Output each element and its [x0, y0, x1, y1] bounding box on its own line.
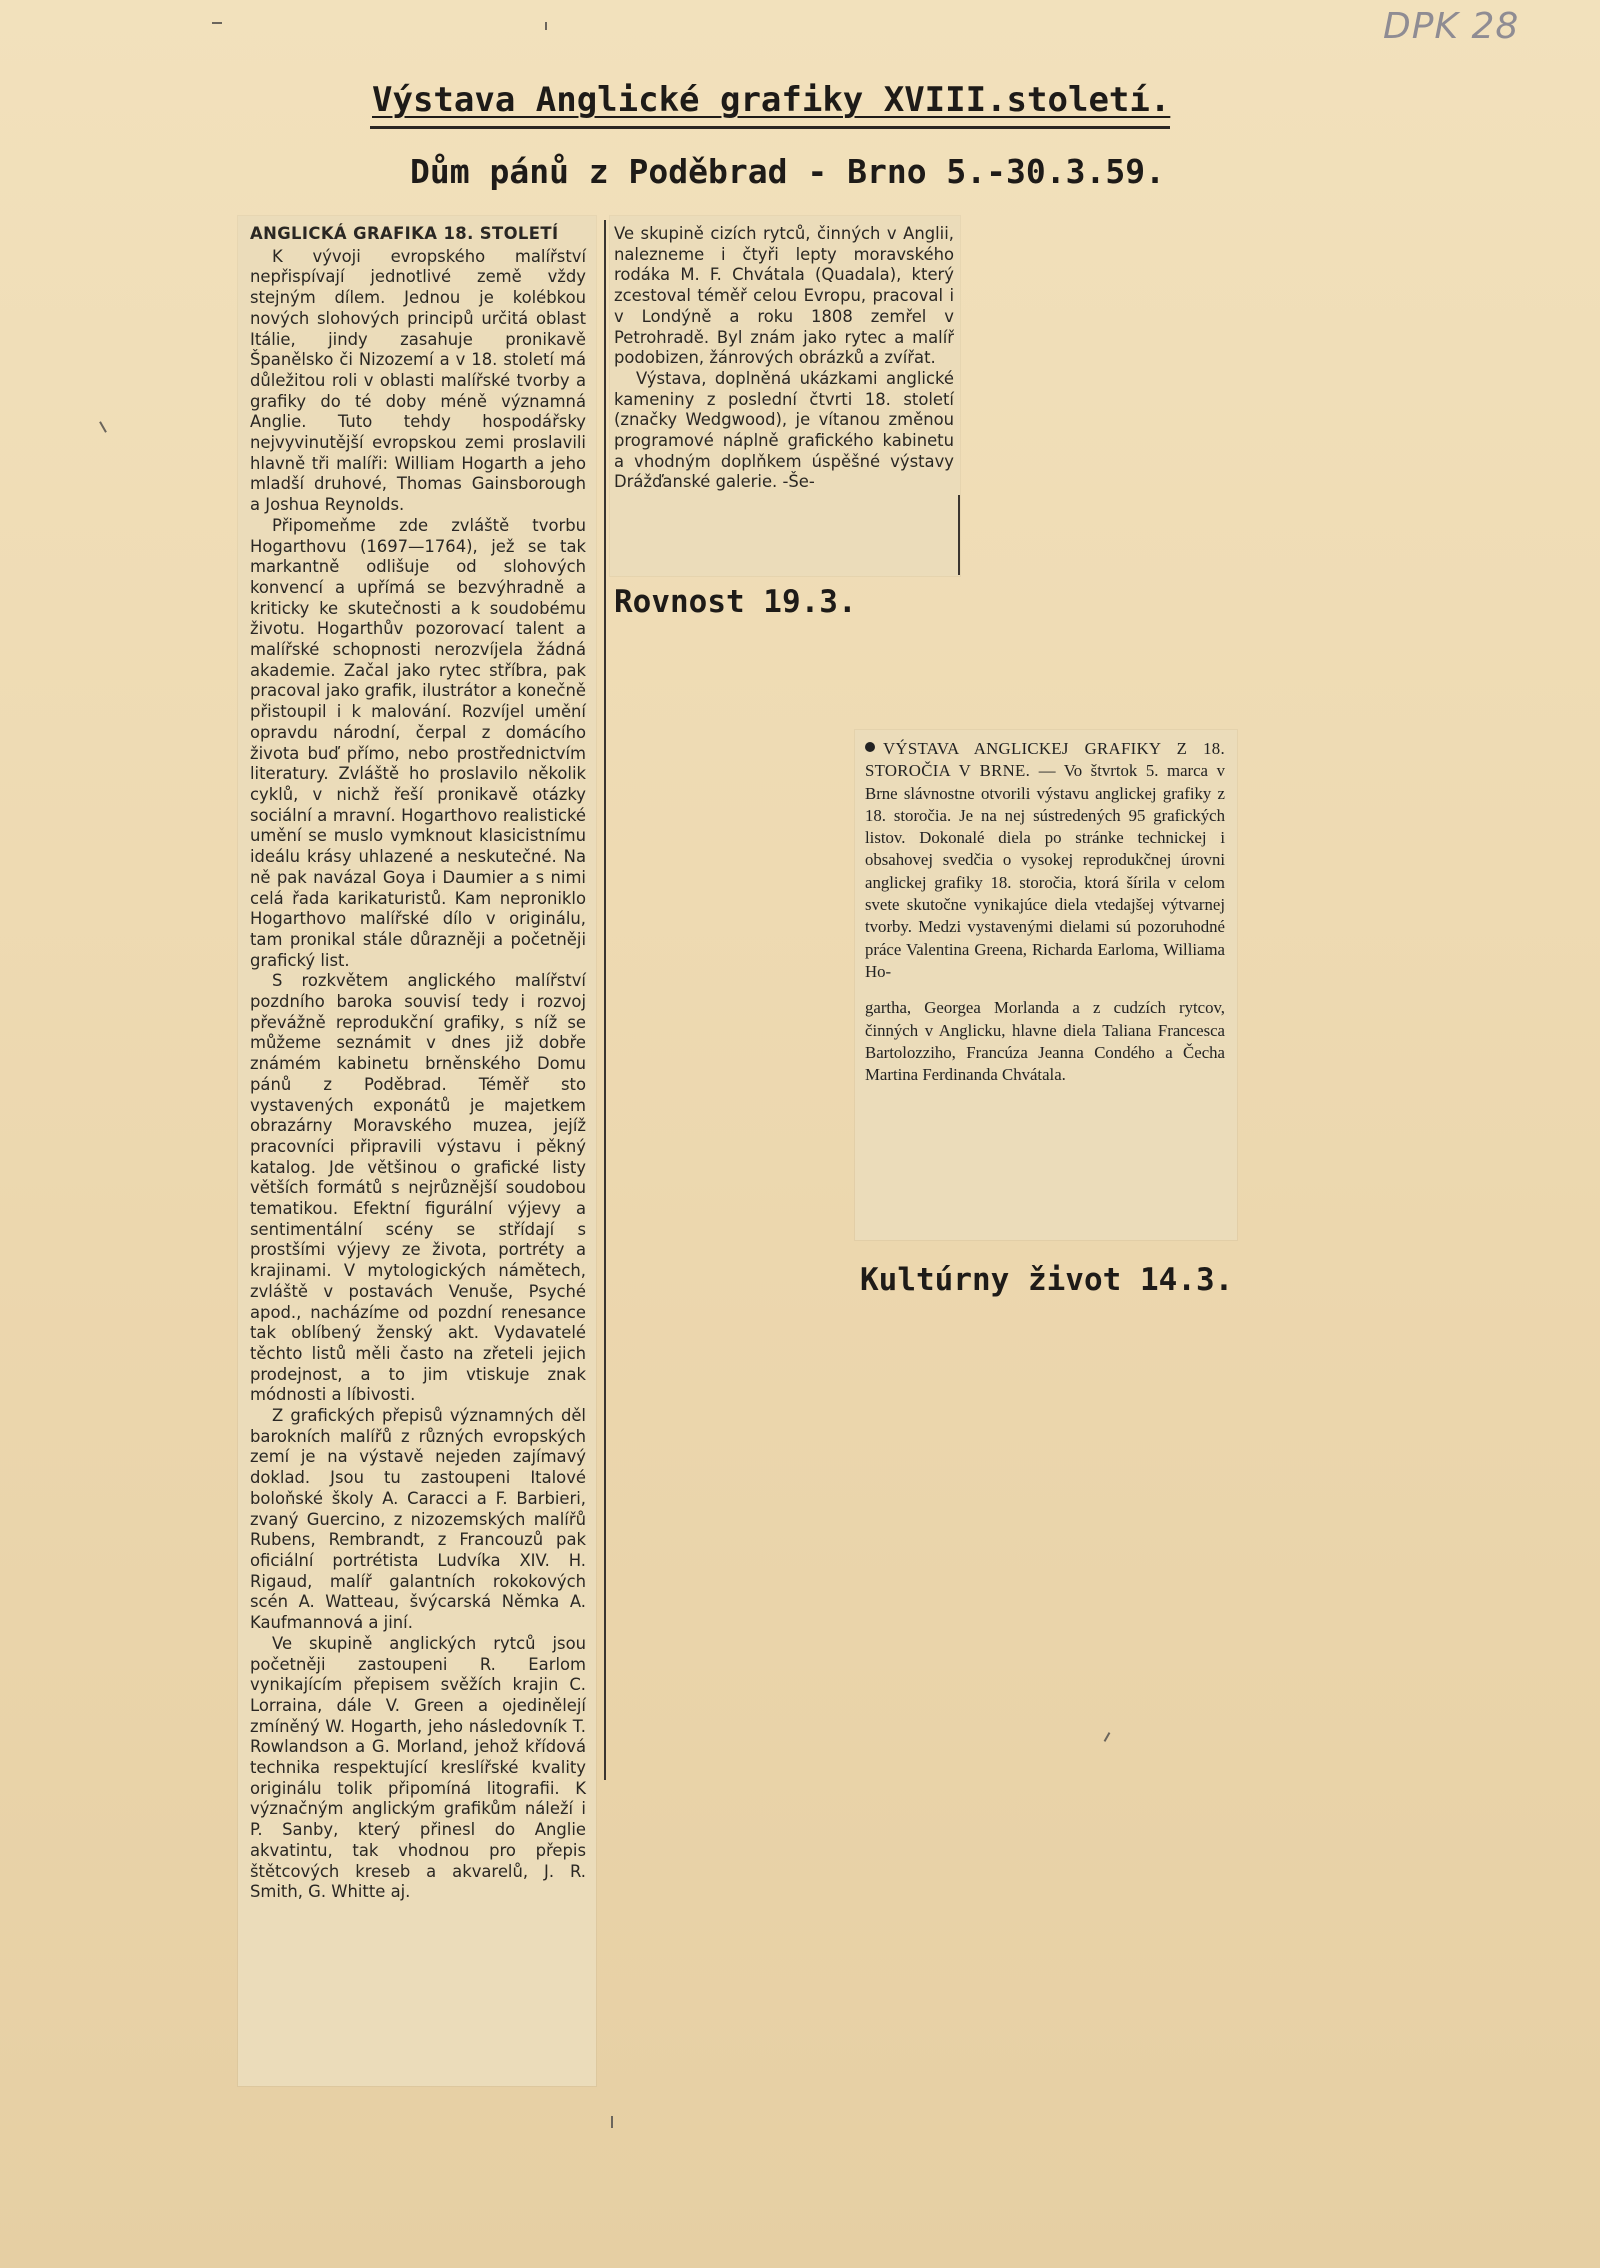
rovnost-paragraph: S rozkvětem anglického malířství pozdního baroka souvisí tedy i rozvoj převážně reprodukční grafiky, s níž se můžeme seznámit v dnes již dobře známém kabinetu brněnského Domu pánů z Poděbrad. Téměř sto vystavených exponátů je majetkem obrazárny Moravského muzea, jejíž pracovníci připravili výstavu i pěkný katalog. Jde většinou o grafické listy větších formátů s nejrůznější soudobou tematikou. Efektní figurální výjevy a sentimentální scény se střídají s prostšími výjevy ze života, portréty a krajinami. V mytologických námětech, zvláště v postavách Venuše, Psyché apod., nacházíme od pozdní renesance tak oblíbený ženský akt. Vydavatelé těchto listů měli často na zřeteli jejich prodejnost, a to jim vtiskuje znak módnosti a líbivosti.	[250, 971, 586, 1405]
bullet-icon	[865, 742, 875, 752]
kulturny-zivot-body-2: gartha, Georgea Morlanda a z cudzích rytcov, činných v Anglicku, hlavne diela Taliana Francesca Bartolozziho, Francúza Jeanna Condého a Čecha Martina Ferdinanda Chvátala.	[865, 998, 1225, 1085]
paper-speck	[545, 22, 547, 30]
rovnost-paragraph: Ve skupině anglických rytců jsou početněji zastoupeni R. Earlom vynikajícím přepisem svěžích krajin C. Lorraina, dále V. Green a ojedinělejí zmíněný W. Hogarth, jeho následovník T. Rowlandson a G. Morland, jehož křídová technika respektující kreslířské kvality originálu tolik připomíná litografii. K význačným anglickým grafikům náleží i P. Sanby, který přinesl do Anglie akvatintu, tak vhodnou pro přepis štětcových kreseb a akvarelů, J. R. Smith, G. Whitte aj.	[250, 1633, 586, 1902]
paper-speck	[611, 2116, 613, 2128]
kulturny-zivot-body-1: — Vo štvrtok 5. marca v Brne slávnostne otvorili výstavu anglickej grafiky z 18. storočia. Je na nej sústredených 95 grafických listov. Dokonalé diela po stránke technickej i obsahovej svedčia o vysokej reprodukčnej úrovni anglickej grafiky 18. storočia, ktorá šírila v celom svete skutočne vynikajúce diela vtedajšej výtvarnej tvorby. Medzi vystavenými dielami sú pozoruhodné práce Valentina Greena, Richarda Earloma, Williama Ho-	[865, 761, 1225, 981]
rovnost-source-note: Rovnost 19.3.	[614, 584, 857, 620]
title-underline	[370, 126, 1170, 129]
page-title: Výstava Anglické grafiky XVIII.století.	[372, 80, 1171, 120]
rovnost-article-col1	[250, 224, 586, 1903]
kulturny-zivot-source-note: Kultúrny život 14.3.	[860, 1262, 1234, 1298]
kulturny-zivot-paragraph	[865, 997, 1225, 1086]
rovnost-article-col2	[614, 224, 954, 493]
kulturny-zivot-headline: VÝSTAVA ANGLICKEJ GRAFIKY Z 18. STOROČIA V BRNE.	[865, 739, 1225, 781]
rovnost-headline: ANGLICKÁ GRAFIKA 18. STOLETÍ	[250, 224, 559, 243]
clipping-edge-line	[958, 495, 960, 575]
archive-pencil-mark: DPK 28	[1383, 6, 1520, 47]
kulturny-zivot-article	[865, 738, 1225, 1086]
rovnost-paragraph: Výstava, doplněná ukázkami anglické kameniny z poslední čtvrti 18. století (značky Wedgwood), je vítanou změnou programové náplně grafického kabinetu a vhodným doplňkem úspěšné výstavy Drážďanské galerie. -Še-	[614, 368, 954, 492]
page-subtitle: Dům pánů z Poděbrad - Brno 5.-30.3.59.	[410, 152, 1165, 191]
rovnost-paragraph: Z grafických přepisů významných děl barokních malířů z různých evropských zemí je na výstavě nejeden zajímavý doklad. Jsou tu zastoupeni Italové boloňské školy A. Caracci a F. Barbieri, zvaný Guercino, z nizozemských malířů Rubens, Rembrandt, z Francouzů pak oficiální portrétista Ludvíka XIV. H. Rigaud, malíř galantních rokokových scén A. Watteau, švýcarská Němka A. Kaufmannová a jiní.	[250, 1406, 586, 1633]
kulturny-zivot-paragraph	[865, 738, 1225, 983]
rovnost-paragraph: Ve skupině cizích rytců, činných v Anglii, nalezneme i čtyři lepty moravského rodáka M. F. Chvátala (Quadala), který zcestoval téměř celou Evropu, pracoval i v Londýně a roku 1808 zemřel v Petrohradě. Byl znám jako rytec a malíř podobizen, žánrových obrázků a zvířat.	[614, 224, 954, 368]
paper-speck	[212, 22, 222, 24]
rovnost-paragraph: Připomeňme zde zvláště tvorbu Hogarthovu (1697—1764), jež se tak markantně odlišuje od slohových konvencí a upřímá se bezvýhradně a kriticky ke skutečnosti a k soudobému životu. Hogarthův pozorovací talent a malířské schopnosti nerozvíjela žádná akademie. Začal jako rytec stříbra, pak pracoval jako grafik, ilustrátor a konečně přistoupil i k malování. Rozvíjel umění opravdu národní, čerpal z domácího života buď přímo, nebo prostřednictvím literatury. Zvláště ho proslavilo několik cyklů, v nichž řeší pronikavě otázky sociální a mravní. Hogarthovo realistické umění se muslo vymknout klasicistnímu ideálu krásy uhlazené a neskutečné. Na ně pak navázal Goya i Daumier a s nimi celá řada karikaturistů. Kam neproniklo Hogarthovo malířské dílo v originálu, tam pronikal stále důrazněji a početněji grafický list.	[250, 515, 586, 970]
rovnost-paragraph: K vývoji evropského malířství nepřispívají jednotlivé země vždy stejným dílem. Jednou je kolébkou nových slohových principů určitá oblast Itálie, jindy zasahuje pronikavě Španělsko či Nizozemí a v 18. století má důležitou roli v oblasti malířské tvorby a grafiky do té doby méně významná Anglie. Tuto tehdy hospodářsky nejvyvinutější evropskou zemi proslavili hlavně tři malíři: William Hogarth a jeho mladší druhové, Thomas Gainsborough a Joshua Reynolds.	[250, 246, 586, 515]
column-separator	[604, 220, 606, 1780]
